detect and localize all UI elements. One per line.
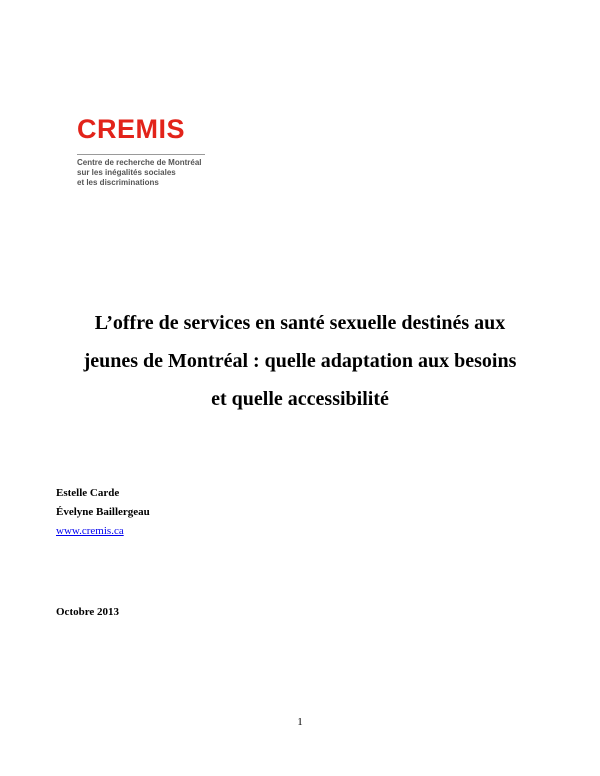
- document-title: [40, 304, 560, 418]
- logo-wordmark: CREMIS: [77, 114, 186, 144]
- cremis-logo: [77, 114, 205, 188]
- logo-divider: [77, 154, 205, 155]
- title-line: jeunes de Montréal : quelle adaptation aux besoins: [83, 350, 517, 372]
- title-line: et quelle accessibilité: [211, 388, 389, 410]
- publication-date: Octobre 2013: [56, 606, 120, 618]
- logo-tagline-line: Centre de recherche de Montréal: [77, 158, 202, 167]
- page-number: 1: [297, 716, 303, 728]
- author-name: Évelyne Baillergeau: [56, 506, 150, 518]
- website-link[interactable]: www.cremis.ca: [56, 525, 124, 537]
- logo-tagline-line: et les discriminations: [77, 178, 159, 187]
- title-line: L’offre de services en santé sexuelle destinés aux: [94, 312, 506, 334]
- author-block: [56, 484, 150, 541]
- author-name: Estelle Carde: [56, 487, 120, 499]
- logo-tagline-line: sur les inégalités sociales: [77, 168, 176, 177]
- logo-tagline: [77, 158, 205, 188]
